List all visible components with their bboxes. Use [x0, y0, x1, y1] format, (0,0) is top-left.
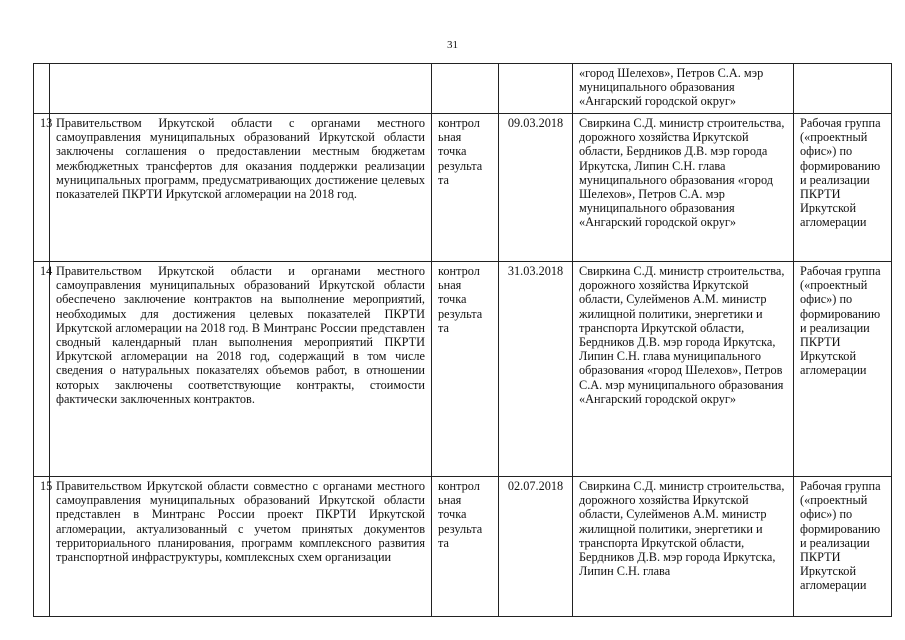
- row-number: 15: [34, 477, 50, 617]
- event-description: [50, 64, 432, 114]
- event-type: контрол ьная точка результа та: [432, 262, 499, 477]
- plan-table: [33, 63, 892, 617]
- table-row: [34, 477, 892, 617]
- event-date: 09.03.2018: [499, 114, 573, 262]
- working-group: Рабочая группа («проектный офис») по формированию и реализации ПКРТИ Иркутской агломерации: [794, 262, 892, 477]
- event-type: контрол ьная точка результа та: [432, 114, 499, 262]
- working-group: Рабочая группа («проектный офис») по формированию и реализации ПКРТИ Иркутской агломерации: [794, 477, 892, 617]
- event-description: Правительством Иркутской области и органами местного самоуправления муниципальных образований Иркутской области обеспечено заключение контрактов на выполнение мероприятий, необходимых для достижения целевых показателей ПКРТИ Иркутской агломерации на 2018 год. В Минтранс России представлен сводный календарный план выполнения мероприятий ПКРТИ Иркутской агломерации на 2018 год, содержащий в том числе сведения о натуральных показателях объемов работ, в отношении которых заключены соответствующие контракты, стоимости фактически заключенных контрактов.: [50, 262, 432, 477]
- responsible-persons: «город Шелехов», Петров С.А. мэр муниципального образования «Ангарский городской округ»: [573, 64, 794, 114]
- page-number: 31: [447, 39, 458, 51]
- working-group: [794, 64, 892, 114]
- event-type: контрол ьная точка результа та: [432, 477, 499, 617]
- working-group: Рабочая группа («проектный офис») по формированию и реализации ПКРТИ Иркутской агломерации: [794, 114, 892, 262]
- event-date: 31.03.2018: [499, 262, 573, 477]
- responsible-persons: Свиркина С.Д. министр строительства, дорожного хозяйства Иркутской области, Сулейменов А.М. министр жилищной политики, энергетики и транспорта Иркутской области, Бердников Д.В. мэр города Иркутска, Липин С.Н. глава муниципального образования «город Шелехов», Петров С.А. мэр муниципального образования «Ангарский городской округ»: [573, 262, 794, 477]
- row-number: [34, 64, 50, 114]
- table-row: [34, 262, 892, 477]
- event-type: [432, 64, 499, 114]
- event-description: Правительством Иркутской области совместно с органами местного самоуправления муниципальных образований Иркутской области представлен в Минтранс России проект ПКРТИ Иркутской агломерации, актуализованный с учетом принятых документов территориального планирования, программ комплексного развития транспортной инфраструктуры, комплексных схем организации: [50, 477, 432, 617]
- event-description: Правительством Иркутской области с органами местного самоуправления муниципальных образований Иркутской области заключены соглашения о предоставлении местным бюджетам межбюджетных трансфертов для оказания поддержки реализации муниципальных программ, предусматривающих достижение целевых показателей ПКРТИ Иркутской агломерации на 2018 год.: [50, 114, 432, 262]
- event-date: [499, 64, 573, 114]
- table-row: [34, 64, 892, 114]
- row-number: 14: [34, 262, 50, 477]
- responsible-persons: Свиркина С.Д. министр строительства, дорожного хозяйства Иркутской области, Сулейменов А.М. министр жилищной политики, энергетики и транспорта Иркутской области, Бердников Д.В. мэр города Иркутска, Липин С.Н. глава: [573, 477, 794, 617]
- responsible-persons: Свиркина С.Д. министр строительства, дорожного хозяйства Иркутской области, Бердников Д.В. мэр города Иркутска, Липин С.Н. глава муниципального образования «город Шелехов», Петров С.А. мэр муниципального образования «Ангарский городской округ»: [573, 114, 794, 262]
- event-date: 02.07.2018: [499, 477, 573, 617]
- row-number: 13: [34, 114, 50, 262]
- table-row: [34, 114, 892, 262]
